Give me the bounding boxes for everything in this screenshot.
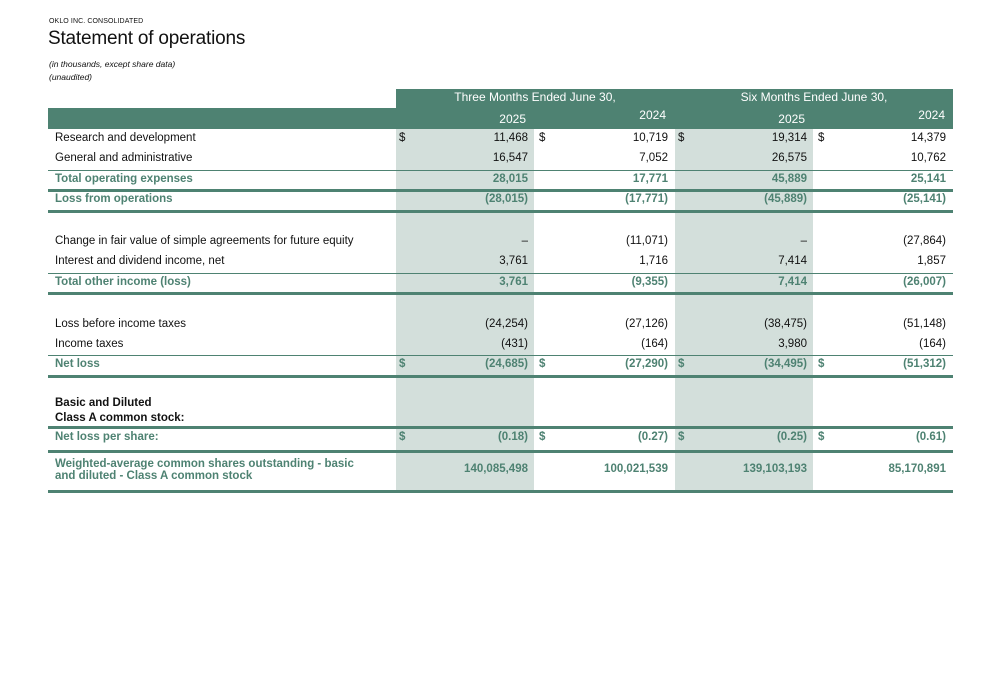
header-year-2: 2024 xyxy=(639,108,666,122)
value-cell: (45,889) xyxy=(764,193,807,205)
row-label: Basic and Diluted xyxy=(55,397,152,409)
value-cell: 10,719 xyxy=(632,132,668,144)
statement-table xyxy=(48,89,953,494)
currency-symbol: $ xyxy=(539,358,546,370)
value-cell: 45,889 xyxy=(771,173,807,185)
value-cell: (27,864) xyxy=(903,235,946,247)
row-label-continued: and diluted - Class A common stock xyxy=(55,470,253,482)
value-cell: (0.27) xyxy=(637,431,668,443)
value-cell: (27,290) xyxy=(625,358,668,370)
currency-symbol: $ xyxy=(678,431,685,443)
value-cell: 1,857 xyxy=(917,255,946,267)
row-label: Total operating expenses xyxy=(55,173,193,185)
row-label: Loss before income taxes xyxy=(55,318,187,330)
value-cell: 14,379 xyxy=(910,132,946,144)
row-label: Net loss per share: xyxy=(55,431,159,443)
value-cell: (11,071) xyxy=(626,235,668,247)
value-cell: (9,355) xyxy=(631,276,668,288)
header-year-3: 2025 xyxy=(778,112,805,126)
value-cell: 17,771 xyxy=(632,173,668,185)
row-label: Change in fair value of simple agreements for future equity xyxy=(55,235,354,247)
row-label: Net loss xyxy=(55,358,100,370)
value-cell: 3,761 xyxy=(499,255,528,267)
currency-symbol: $ xyxy=(539,431,546,443)
value-cell: (38,475) xyxy=(764,318,807,330)
unaudited-note: (unaudited) xyxy=(49,72,93,82)
value-cell: (51,148) xyxy=(903,318,946,330)
header-band-left xyxy=(48,108,396,129)
currency-symbol: $ xyxy=(399,431,406,443)
value-cell: – xyxy=(800,235,807,247)
currency-symbol: $ xyxy=(678,132,685,144)
currency-symbol: $ xyxy=(818,358,825,370)
row-label: Research and development xyxy=(55,132,196,144)
row-divider-thick xyxy=(48,375,953,378)
value-cell: 10,762 xyxy=(910,152,946,164)
value-cell: (51,312) xyxy=(903,358,946,370)
value-cell: (431) xyxy=(501,338,528,350)
row-divider xyxy=(48,355,953,356)
currency-symbol: $ xyxy=(678,358,685,370)
value-cell: 1,716 xyxy=(639,255,668,267)
value-cell: (0.61) xyxy=(915,431,946,443)
value-cell: (164) xyxy=(919,338,946,350)
row-label: Weighted-average common shares outstanding - basic xyxy=(55,458,354,470)
row-label: Loss from operations xyxy=(55,193,173,205)
row-label: Interest and dividend income, net xyxy=(55,255,225,267)
value-cell: – xyxy=(521,235,528,247)
units-note: (in thousands, except share data) xyxy=(49,59,176,69)
value-cell: (34,495) xyxy=(764,358,807,370)
value-cell: 25,141 xyxy=(910,173,946,185)
row-divider xyxy=(48,170,953,171)
value-cell: (26,007) xyxy=(903,276,946,288)
row-label: Class A common stock: xyxy=(55,412,185,424)
currency-symbol: $ xyxy=(399,358,406,370)
page-title: Statement of operations xyxy=(48,28,246,49)
header-three-months: Three Months Ended June 30, xyxy=(454,90,616,104)
currency-symbol: $ xyxy=(399,132,406,144)
header-year-1: 2025 xyxy=(499,112,526,126)
currency-symbol: $ xyxy=(818,431,825,443)
value-cell: (0.25) xyxy=(776,431,807,443)
value-cell: 16,547 xyxy=(492,152,528,164)
value-cell: (25,141) xyxy=(903,193,946,205)
value-cell: (24,254) xyxy=(485,318,528,330)
value-cell: 7,414 xyxy=(778,276,807,288)
value-cell: 140,085,498 xyxy=(464,463,528,475)
row-divider xyxy=(48,273,953,274)
currency-symbol: $ xyxy=(818,132,825,144)
company-kicker: OKLO INC. CONSOLIDATED xyxy=(49,18,144,25)
value-cell: (27,126) xyxy=(625,318,668,330)
value-cell: (0.18) xyxy=(497,431,528,443)
table-header xyxy=(48,89,953,129)
value-cell: 100,021,539 xyxy=(604,463,668,475)
currency-symbol: $ xyxy=(539,132,546,144)
row-label: General and administrative xyxy=(55,152,193,164)
row-divider-thick xyxy=(48,450,953,453)
value-cell: (24,685) xyxy=(485,358,528,370)
value-cell: 7,414 xyxy=(778,255,807,267)
row-label: Income taxes xyxy=(55,338,124,350)
row-divider-thick xyxy=(48,292,953,295)
row-divider-thick xyxy=(48,210,953,213)
value-cell: 19,314 xyxy=(771,132,807,144)
value-cell: 3,980 xyxy=(778,338,807,350)
row-divider-thick xyxy=(48,490,953,493)
header-six-months: Six Months Ended June 30, xyxy=(740,90,888,104)
row-divider-thick xyxy=(48,426,953,429)
value-cell: 26,575 xyxy=(771,152,807,164)
value-cell: 85,170,891 xyxy=(888,463,946,475)
row-divider-thick xyxy=(48,189,953,192)
value-cell: 3,761 xyxy=(499,276,528,288)
value-cell: 11,468 xyxy=(493,132,528,144)
header-year-4: 2024 xyxy=(918,108,945,122)
value-cell: 139,103,193 xyxy=(743,463,807,475)
value-cell: 28,015 xyxy=(492,173,528,185)
value-cell: 7,052 xyxy=(639,152,668,164)
value-cell: (28,015) xyxy=(485,193,528,205)
value-cell: (17,771) xyxy=(625,193,668,205)
row-label: Total other income (loss) xyxy=(55,276,191,288)
value-cell: (164) xyxy=(641,338,668,350)
